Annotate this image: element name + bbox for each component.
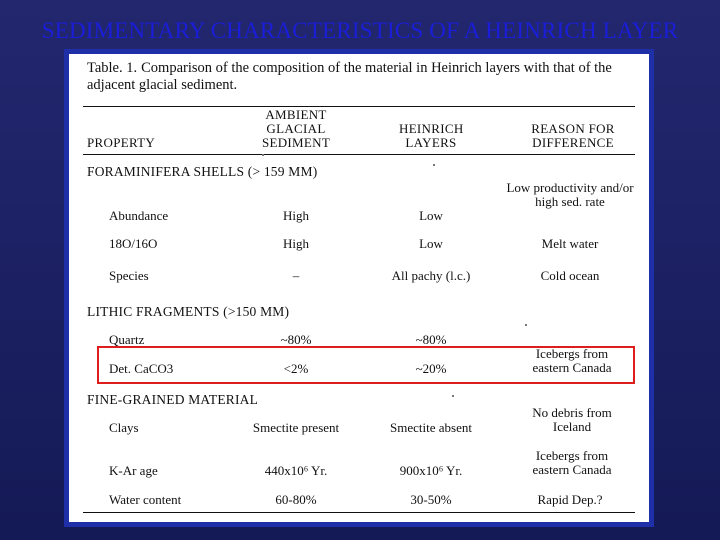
- row-quartz-ambient: ~80%: [280, 332, 312, 347]
- table-image-frame: [64, 49, 654, 527]
- row-isotope-property: 18O/16O: [109, 236, 158, 251]
- row-abundance-property: Abundance: [109, 208, 169, 223]
- row-caco3-heinrich: ~20%: [415, 361, 447, 376]
- row-clays-property: Clays: [109, 420, 139, 435]
- row-clays-reason: No debris from Iceland: [532, 405, 612, 434]
- row-abundance-ambient: High: [283, 208, 309, 223]
- bottom-rule: [83, 512, 635, 513]
- row-caco3-property: Det. CaCO3: [109, 361, 174, 376]
- scan-speck: [525, 324, 527, 326]
- row-species-property: Species: [109, 268, 149, 283]
- scan-speck: [452, 395, 454, 397]
- row-caco3-reason: Icebergs from eastern Canada: [532, 346, 612, 375]
- section-fine: FINE-GRAINED MATERIAL: [87, 392, 259, 407]
- scan-speck: [262, 154, 264, 156]
- table-caption-label: Table. 1.: [87, 60, 138, 76]
- highlight-box: [97, 346, 635, 384]
- row-water-heinrich: 30-50%: [410, 492, 452, 507]
- slide-title: SEDIMENTARY CHARACTERISTICS OF A HEINRICH LAYER: [41, 18, 679, 43]
- scanned-table: [69, 54, 649, 522]
- row-clays-heinrich: Smectite absent: [390, 420, 472, 435]
- row-kar-heinrich: 900x10⁶ Yr.: [399, 463, 463, 478]
- section-lithic: LITHIC FRAGMENTS (>150 ΜM): [87, 304, 290, 319]
- header-reason: REASON FOR DIFFERENCE: [531, 121, 615, 150]
- header-ambient: AMBIENT GLACIAL SEDIMENT: [261, 107, 331, 150]
- scan-speck: [433, 164, 435, 166]
- row-isotope-reason: Melt water: [541, 236, 599, 251]
- section-foraminifera: FORAMINIFERA SHELLS (> 159 ΜM): [87, 164, 318, 179]
- table-caption: [87, 60, 647, 94]
- table-caption-text: Comparison of the composition of the material in Heinrich layers with that of the adjacent glacial sediment.: [87, 60, 612, 93]
- row-species-heinrich: All pachy (l.c.): [391, 268, 471, 283]
- row-kar-ambient: 440x10⁶ Yr.: [264, 463, 328, 478]
- row-isotope-heinrich: Low: [419, 236, 443, 251]
- top-rule: [83, 106, 635, 107]
- header-heinrich: HEINRICH LAYERS: [399, 121, 464, 150]
- row-abundance-heinrich: Low: [419, 208, 443, 223]
- row-quartz-property: Quartz: [109, 332, 145, 347]
- row-kar-property: K-Ar age: [109, 463, 158, 478]
- row-water-reason: Rapid Dep.?: [537, 492, 603, 507]
- row-caco3-ambient: <2%: [283, 361, 309, 376]
- row-clays-ambient: Smectite present: [252, 420, 340, 435]
- header-property: PROPERTY: [87, 135, 156, 150]
- row-species-ambient: –: [292, 268, 300, 283]
- header-rule: [83, 154, 635, 155]
- row-quartz-heinrich: ~80%: [415, 332, 447, 347]
- row-kar-reason: Icebergs from eastern Canada: [532, 448, 612, 477]
- row-species-reason: Cold ocean: [540, 268, 600, 283]
- foraminifera-reason: Low productivity and/or high sed. rate: [506, 180, 634, 209]
- row-water-property: Water content: [109, 492, 182, 507]
- row-isotope-ambient: High: [283, 236, 309, 251]
- row-water-ambient: 60-80%: [275, 492, 317, 507]
